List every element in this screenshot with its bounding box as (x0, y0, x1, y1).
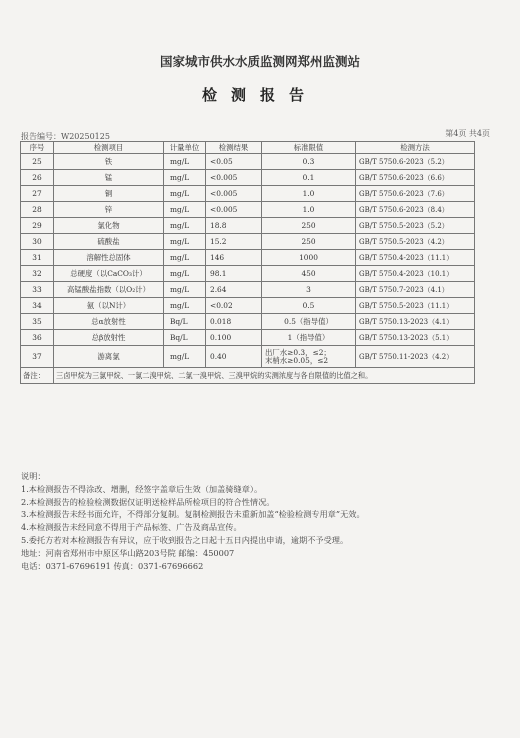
cell-unit: mg/L (164, 202, 206, 218)
cell-unit: mg/L (164, 234, 206, 250)
cell-limit: 250 (262, 218, 356, 234)
table-row (21, 266, 475, 282)
cell-no: 27 (21, 186, 54, 202)
col-header-result: 检测结果 (206, 142, 262, 154)
cell-item: 总β放射性 (54, 330, 164, 346)
cell-limit: 450 (262, 266, 356, 282)
cell-result: <0.005 (206, 186, 262, 202)
cell-no: 34 (21, 298, 54, 314)
table-row (21, 186, 475, 202)
phone-line: 电话：0371-67696191 传真：0371-67696662 (21, 560, 204, 571)
cell-limit (262, 346, 356, 368)
cell-method: GB/T 5750.6-2023（5.2） (356, 154, 475, 170)
report-title: 检测报告 (201, 86, 318, 104)
cell-method: GB/T 5750.7-2023（4.1） (356, 282, 475, 298)
cell-result: <0.02 (206, 298, 262, 314)
cell-unit: mg/L (164, 218, 206, 234)
cell-limit: 3 (262, 282, 356, 298)
notes-title: 说明： (21, 471, 46, 481)
cell-unit: Bq/L (164, 314, 206, 330)
report-number: 报告编号：W20250125 (21, 132, 110, 141)
cell-limit: 1.0 (262, 202, 356, 218)
cell-result: 15.2 (206, 234, 262, 250)
cell-result: 0.018 (206, 314, 262, 330)
table-row (21, 218, 475, 234)
cell-unit: mg/L (164, 154, 206, 170)
col-header-method: 检测方法 (356, 142, 475, 154)
cell-method: GB/T 5750.11-2023（4.2） (356, 346, 475, 368)
cell-no: 35 (21, 314, 54, 330)
cell-item: 总α放射性 (54, 314, 164, 330)
note-item: 2.本检测报告的检验检测数据仅证明送检样品所检项目的符合性情况。 (21, 496, 275, 507)
table-row (21, 202, 475, 218)
cell-item: 氨（以N计） (54, 298, 164, 314)
cell-method: GB/T 5750.4-2023（11.1） (356, 250, 475, 266)
table-row (21, 250, 475, 266)
cell-limit: 0.5 (262, 298, 356, 314)
table-row (21, 314, 475, 330)
cell-item: 锌 (54, 202, 164, 218)
org-title: 国家城市供水水质监测网郑州监测站 (159, 54, 360, 69)
note-item: 5.委托方若对本检测报告有异议，应于收到报告之日起十五日内提出申请，逾期不予受理。 (21, 534, 349, 545)
table-row (21, 298, 475, 314)
col-header-unit: 计量单位 (164, 142, 206, 154)
cell-item: 总硬度（以CaCO₃计） (54, 266, 164, 282)
cell-item: 溶解性总固体 (54, 250, 164, 266)
cell-limit: 0.3 (262, 154, 356, 170)
results-table (20, 141, 475, 384)
cell-no: 36 (21, 330, 54, 346)
cell-method: GB/T 5750.6-2023（6.6） (356, 170, 475, 186)
remarks-label: 备注： (21, 368, 54, 384)
cell-no: 28 (21, 202, 54, 218)
cell-no: 26 (21, 170, 54, 186)
table-header-row (21, 142, 475, 154)
cell-method: GB/T 5750.6-2023（7.6） (356, 186, 475, 202)
cell-result: 146 (206, 250, 262, 266)
cell-unit: mg/L (164, 298, 206, 314)
cell-result: <0.005 (206, 170, 262, 186)
cell-no: 30 (21, 234, 54, 250)
cell-method: GB/T 5750.13-2023（5.1） (356, 330, 475, 346)
col-header-limit: 标准限值 (262, 142, 356, 154)
cell-item: 氯化物 (54, 218, 164, 234)
cell-method: GB/T 5750.6-2023（8.4） (356, 202, 475, 218)
cell-item: 锰 (54, 170, 164, 186)
cell-result: 0.40 (206, 346, 262, 368)
table-row (21, 154, 475, 170)
col-header-no: 序号 (21, 142, 54, 154)
limit-line-terminal: 末梢水≥0.05，≤2 (265, 355, 329, 365)
cell-limit: 1（指导值） (262, 330, 356, 346)
cell-unit: mg/L (164, 266, 206, 282)
cell-no: 33 (21, 282, 54, 298)
col-header-item: 检测项目 (54, 142, 164, 154)
cell-result: <0.005 (206, 202, 262, 218)
cell-no: 37 (21, 346, 54, 368)
cell-limit: 0.5（指导值） (262, 314, 356, 330)
cell-method: GB/T 5750.5-2023（5.2） (356, 218, 475, 234)
remarks-text: 三卤甲烷为三氯甲烷、一氯二溴甲烷、二氯一溴甲烷、三溴甲烷的实测浓度与各自限值的比值之和。 (54, 368, 475, 384)
cell-unit: mg/L (164, 346, 206, 368)
cell-no: 32 (21, 266, 54, 282)
cell-item: 高锰酸盐指数（以O₂计） (54, 282, 164, 298)
cell-method: GB/T 5750.5-2023（11.1） (356, 298, 475, 314)
limit-line-factory: 出厂水≥0.3，≤2； (265, 347, 331, 357)
cell-limit: 1000 (262, 250, 356, 266)
cell-method: GB/T 5750.4-2023（10.1） (356, 266, 475, 282)
cell-no: 31 (21, 250, 54, 266)
cell-method: GB/T 5750.5-2023（4.2） (356, 234, 475, 250)
cell-no: 25 (21, 154, 54, 170)
table-row (21, 170, 475, 186)
table-row (21, 234, 475, 250)
cell-result: 0.100 (206, 330, 262, 346)
cell-unit: mg/L (164, 250, 206, 266)
cell-item: 铜 (54, 186, 164, 202)
cell-unit: mg/L (164, 186, 206, 202)
cell-result: 18.8 (206, 218, 262, 234)
cell-unit: Bq/L (164, 330, 206, 346)
cell-unit: mg/L (164, 170, 206, 186)
notes-section (21, 470, 491, 572)
page-info: 第4页 共4页 (445, 129, 490, 138)
table-row (21, 282, 475, 298)
cell-item: 铁 (54, 154, 164, 170)
cell-method: GB/T 5750.13-2023（4.1） (356, 314, 475, 330)
table-row (21, 330, 475, 346)
note-item: 3.本检测报告未经书面允许，不得部分复制。复制检测报告未重新加盖“检验检测专用章”无效。 (21, 509, 365, 520)
table-row (21, 346, 475, 368)
cell-unit: mg/L (164, 282, 206, 298)
note-item: 1.本检测报告不得涂改、增删，经签字盖章后生效（加盖骑缝章）。 (21, 483, 263, 494)
cell-result: <0.05 (206, 154, 262, 170)
cell-no: 29 (21, 218, 54, 234)
cell-item: 硫酸盐 (54, 234, 164, 250)
address-line: 地址：河南省郑州市中原区华山路203号院 邮编：450007 (21, 547, 235, 558)
note-item: 4.本检测报告未经同意不得用于产品标签、广告及商品宣传。 (21, 522, 242, 533)
remarks-row (21, 368, 475, 384)
cell-limit: 1.0 (262, 186, 356, 202)
cell-limit: 0.1 (262, 170, 356, 186)
cell-result: 2.64 (206, 282, 262, 298)
cell-item: 游离氯 (54, 346, 164, 368)
cell-limit: 250 (262, 234, 356, 250)
cell-result: 98.1 (206, 266, 262, 282)
